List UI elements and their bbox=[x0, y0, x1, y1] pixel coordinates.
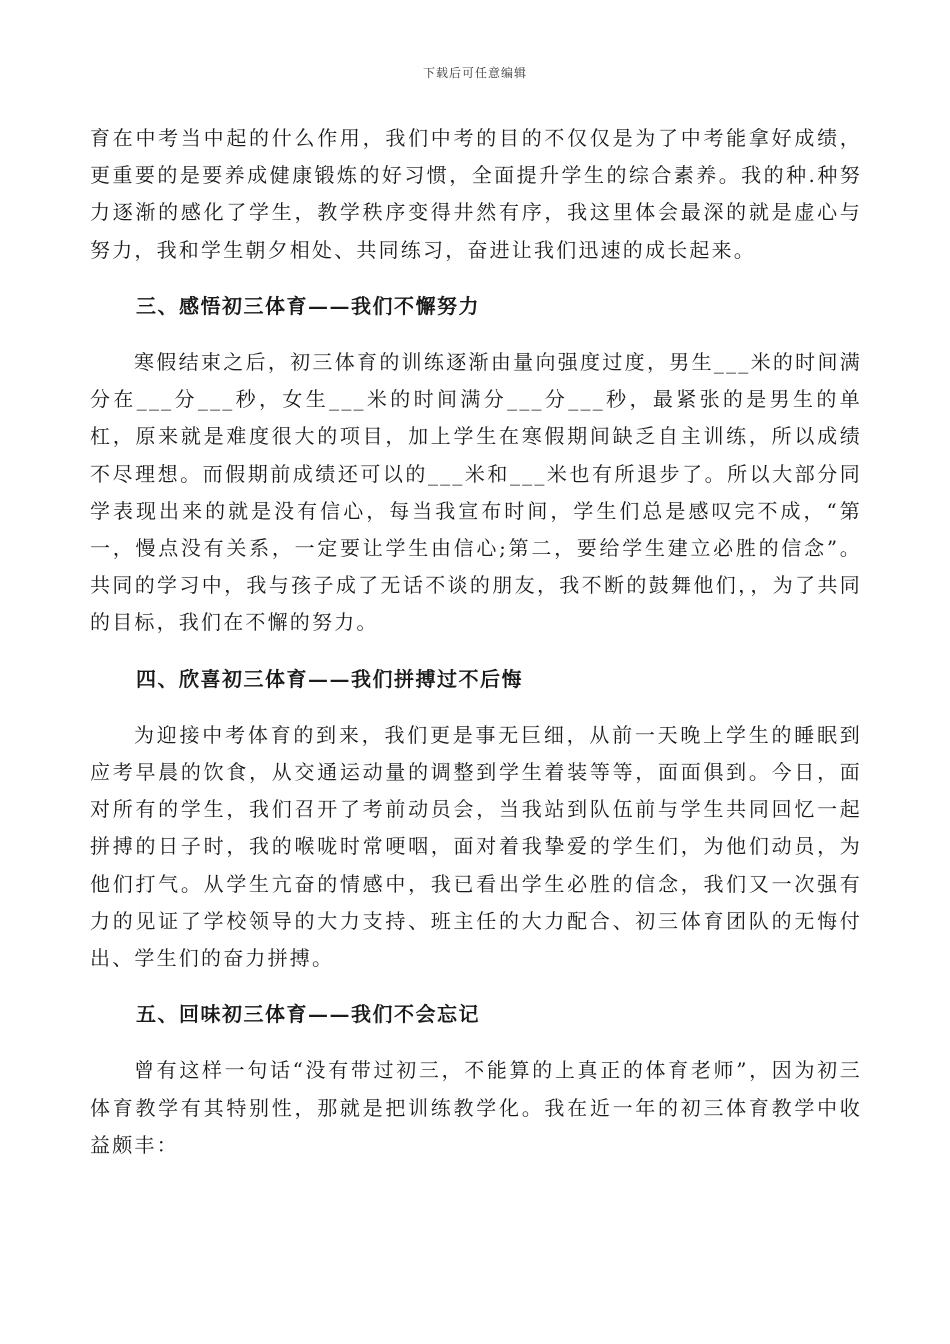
section-heading-3: 三、感悟初三体育——我们不懈努力 bbox=[136, 293, 480, 318]
section-heading-5: 五、回味初三体育——我们不会忘记 bbox=[136, 1002, 480, 1027]
page-header: 下载后可任意编辑 bbox=[422, 66, 527, 80]
section-5-paragraph: 曾有这样一句话“没有带过初三，不能算的上真正的体育老师”，因为初三体育教学有其特别性，那就是把训练教学化。我在近一年的初三体育教学中收益颇丰： bbox=[90, 1058, 862, 1157]
paragraph-continuation: 育在中考当中起的什么作用，我们中考的目的不仅仅是为了中考能拿好成绩，更重要的是要养成健康锻炼的好习惯，全面提升学生的综合素养。我的种.种努力逐渐的感化了学生，教学秩序变得井然有序，我这里体会最深的就是虚心与努力，我和学生朝夕相处、共同练习，奋进让我们迅速的成长起来。 bbox=[90, 126, 862, 262]
section-4-paragraph: 为迎接中考体育的到来，我们更是事无巨细，从前一天晚上学生的睡眠到应考早晨的饮食，从交通运动量的调整到学生着装等等，面面俱到。今日，面对所有的学生，我们召开了考前动员会，当我站到队伍前与学生共同回忆一起拼搏的日子时，我的喉咙时常哽咽，面对着我挚爱的学生们，为他们动员，为他们打气。从学生亢奋的情感中，我已看出学生必胜的信念，我们又一次强有力的见证了学校领导的大力支持、班主任的大力配合、初三体育团队的无悔付出、学生们的奋力拼搏。 bbox=[90, 722, 862, 971]
document-body bbox=[90, 120, 862, 1164]
section-heading-4: 四、欣喜初三体育——我们拼搏过不后悔 bbox=[136, 666, 523, 691]
section-3-paragraph: 寒假结束之后，初三体育的训练逐渐由量向强度过度，男生___米的时间满分在___分___秒，女生___米的时间满分___分___秒，最紧张的是男生的单杠，原来就是难度很大的项目，加上学生在寒假期间缺乏自主训练，所以成绩不尽理想。而假期前成绩还可以的___米和___米也有所退步了。所以大部分同学表现出来的就是没有信心，每当我宣布时间，学生们总是感叹完不成，“第一，慢点没有关系，一定要让学生由信心;第二，要给学生建立必胜的信念”。共同的学习中，我与孩子成了无话不谈的朋友，我不断的鼓舞他们，，为了共同的目标，我们在不懈的努力。 bbox=[90, 350, 862, 635]
